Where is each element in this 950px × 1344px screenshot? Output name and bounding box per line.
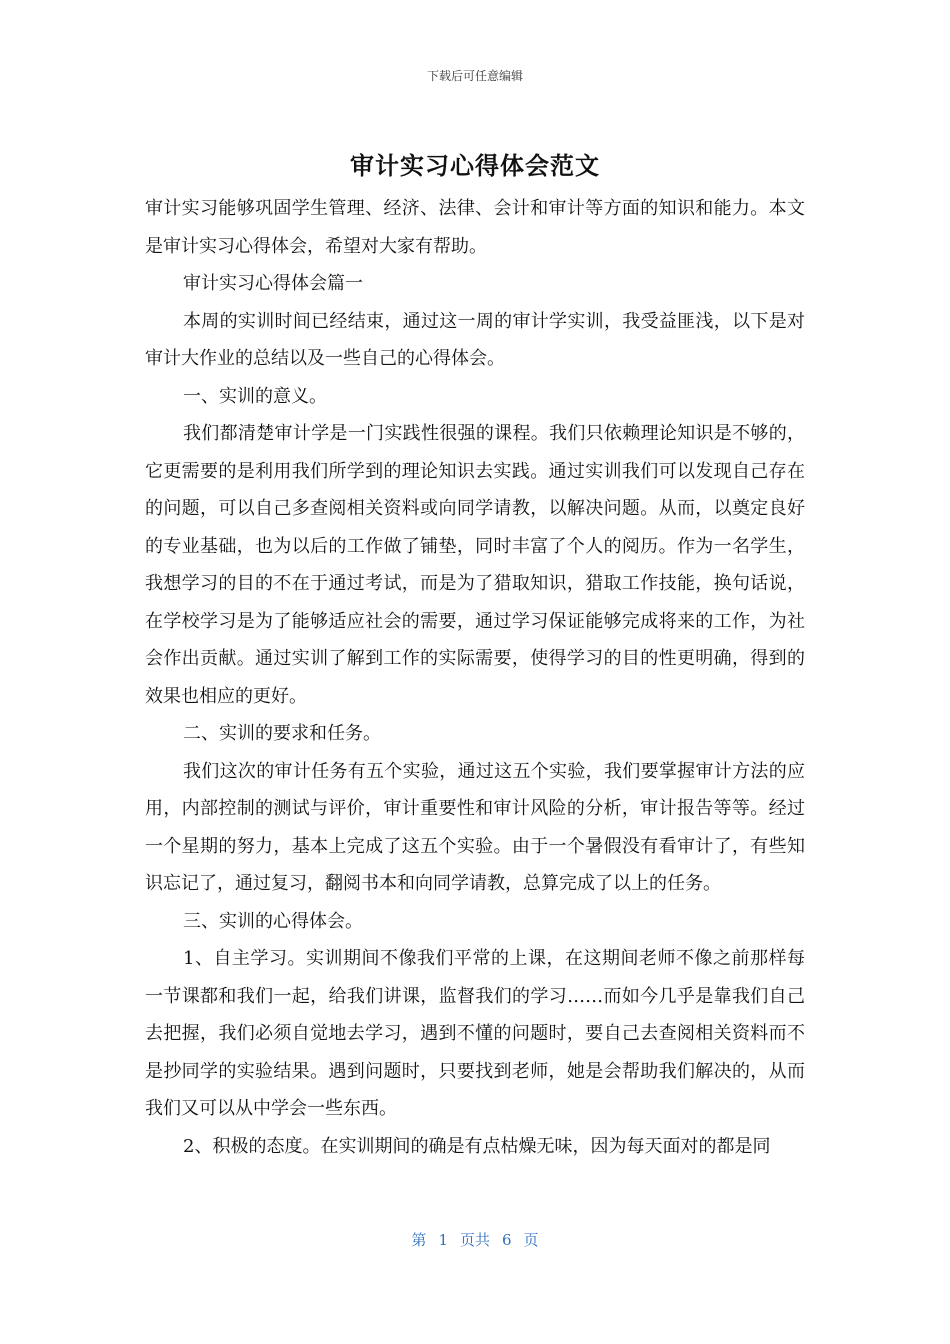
section-heading: 审计实习心得体会篇一 (183, 273, 363, 294)
section-heading: 二、实训的要求和任务。 (183, 723, 381, 744)
page-header: 下载后可任意编辑 (426, 69, 523, 83)
footer-prefix: 第 (411, 1231, 427, 1249)
footer-middle: 页共 (459, 1231, 490, 1249)
footer-suffix: 页 (523, 1231, 539, 1249)
section-heading: 一、实训的意义。 (183, 385, 327, 407)
body-paragraph: 我们都清楚审计学是一门实践性很强的课程。我们只依赖理论知识是不够的，它更需要的是利用我们所学到的理论知识去实践。通过实训我们可以发现自己存在的问题，可以自己多查阅相关资料或向同学请教，以解决问题。从而，以奠定良好的专业基础，也为以后的工作做了铺垫，同时丰富了个人的阅历。作为一名学生，我想学习的目的不在于通过考试，而是为了猎取知识，猎取工作技能，换句话说，在学校学习是为了能够适应社会的需要，通过学习保证能够完成将来的工作，为社会作出贡献。通过实训了解到工作的实际需要，使得学习的目的性更明确，得到的效果也相应的更好。 (145, 423, 805, 707)
body-paragraph: 1、自主学习。实训期间不像我们平常的上课，在这期间老师不像之前那样每一节课都和我们一起，给我们讲课，监督我们的学习……而如今几乎是靠我们自己去把握，我们必须自觉地去学习，遇到不懂的问题时，要自己去查阅相关资料而不是抄同学的实验结果。遇到问题时，只要找到老师，她是会帮助我们解决的，从而我们又可以从中学会一些东西。 (145, 948, 805, 1119)
section-heading: 三、实训的心得体会。 (183, 910, 363, 932)
footer-page-number: 1 (438, 1231, 448, 1249)
intro-paragraph: 审计实习能够巩固学生管理、经济、法律、会计和审计等方面的知识和能力。本文是审计实习心得体会，希望对大家有帮助。 (145, 198, 805, 257)
page-footer (0, 1229, 950, 1250)
document-body (145, 190, 805, 1165)
body-paragraph: 我们这次的审计任务有五个实验，通过这五个实验，我们要掌握审计方法的应用，内部控制的测试与评价，审计重要性和审计风险的分析，审计报告等等。经过一个星期的努力，基本上完成了这五个实验。由于一个暑假没有看审计了，有些知识忘记了，通过复习，翻阅书本和向同学请教，总算完成了以上的任务。 (145, 760, 805, 894)
footer-total-pages: 6 (502, 1231, 512, 1249)
body-paragraph: 本周的实训时间已经结束，通过这一周的审计学实训，我受益匪浅，以下是对审计大作业的总结以及一些自己的心得体会。 (145, 310, 805, 369)
document-title: 审计实习心得体会范文 (350, 152, 600, 180)
body-paragraph: 2、积极的态度。在实训期间的确是有点枯燥无味，因为每天面对的都是同 (183, 1135, 771, 1157)
